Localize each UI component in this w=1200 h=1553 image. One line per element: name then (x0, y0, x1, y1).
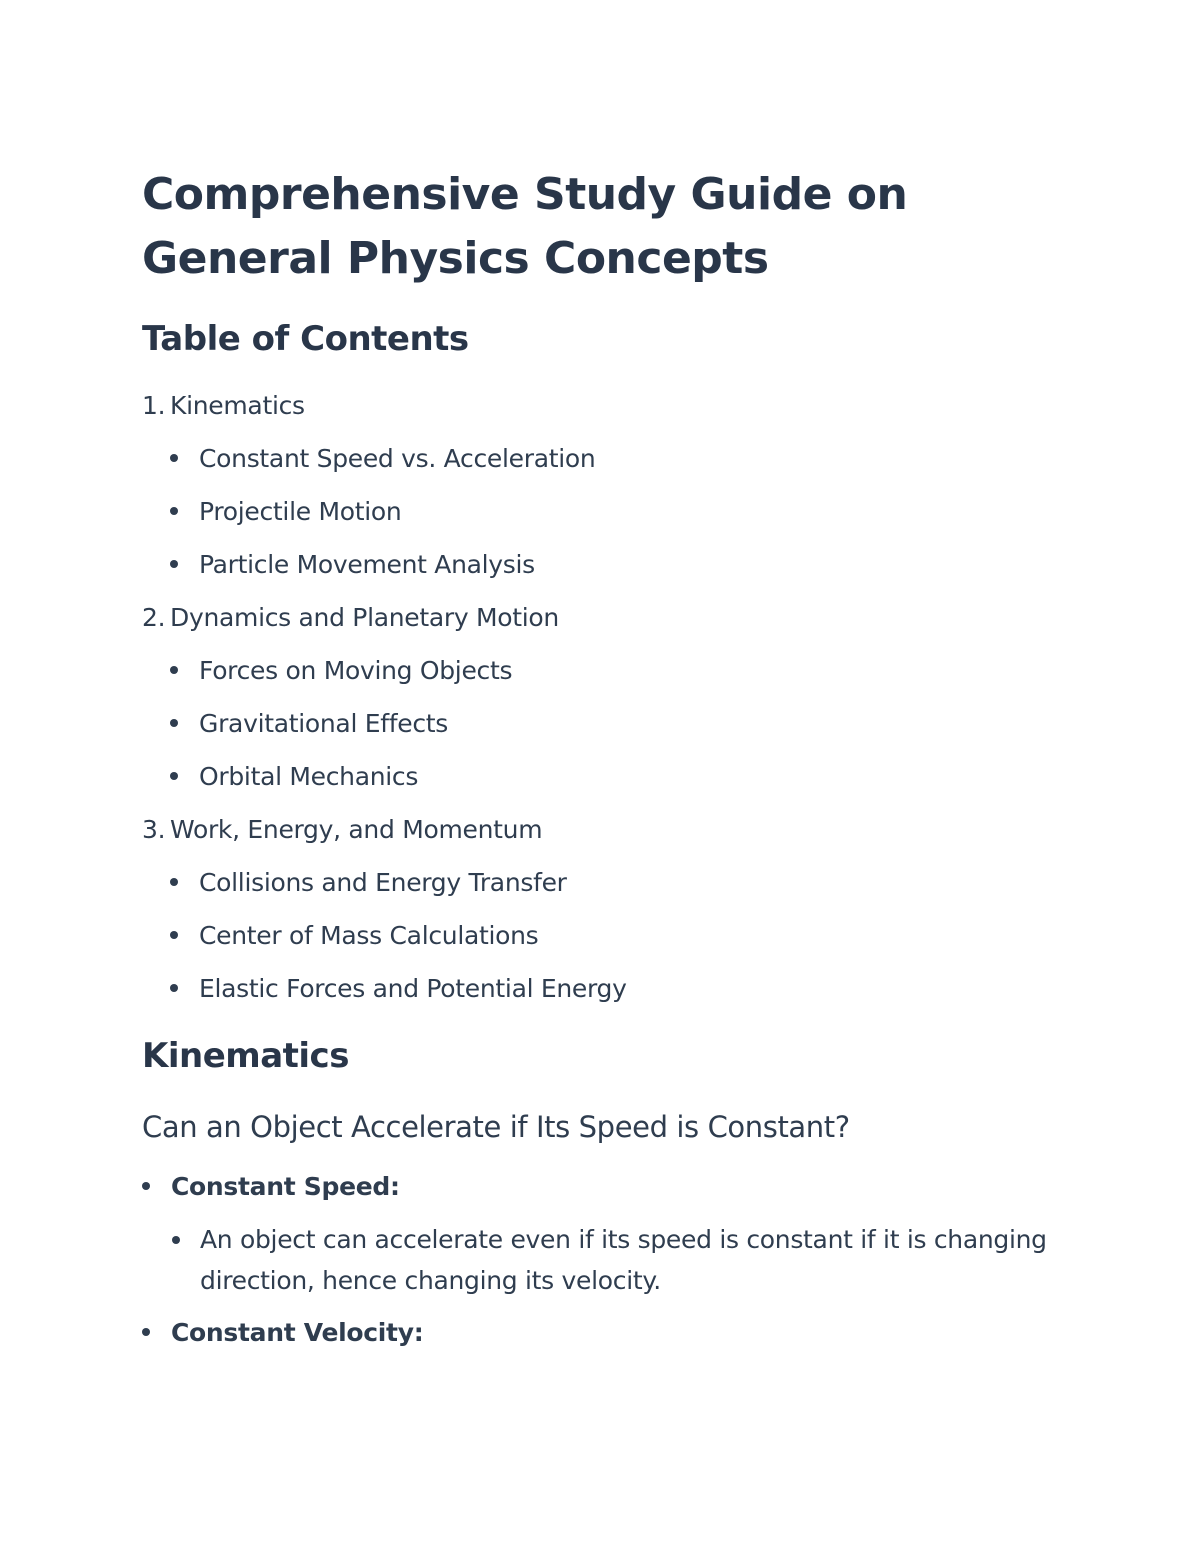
toc-section-row[interactable] (142, 591, 627, 644)
toc-subsection-label: Gravitational Effects (199, 709, 448, 738)
content-point-label: Constant Velocity: (171, 1318, 424, 1347)
toc-subsection-item[interactable] (142, 538, 627, 591)
toc-section-label: Kinematics (170, 391, 305, 420)
toc-section-label: Dynamics and Planetary Motion (170, 603, 559, 632)
bullet-icon (170, 666, 178, 674)
bullet-icon (170, 931, 178, 939)
section-heading: Kinematics (142, 1036, 349, 1076)
bullet-icon (170, 984, 178, 992)
toc-subsection-item[interactable] (142, 697, 627, 750)
toc-section-1 (142, 379, 627, 591)
toc-subsection-list (142, 856, 627, 1015)
bullet-icon (170, 454, 178, 462)
content-point (142, 1307, 1082, 1359)
toc-section-label: Work, Energy, and Momentum (170, 815, 543, 844)
content-point-row (142, 1307, 1082, 1359)
bullet-icon (172, 1236, 180, 1244)
toc-subsection-item[interactable] (142, 750, 627, 803)
toc-subsection-item[interactable] (142, 432, 627, 485)
toc-section-row[interactable] (142, 803, 627, 856)
toc-subsection-label: Collisions and Energy Transfer (199, 868, 567, 897)
question-heading: Can an Object Accelerate if Its Speed is Constant? (142, 1110, 850, 1144)
toc-subsection-label: Orbital Mechanics (199, 762, 419, 791)
toc-subsection-label: Elastic Forces and Potential Energy (199, 974, 627, 1003)
content-list (142, 1161, 1082, 1359)
content-point-detail (142, 1213, 1060, 1307)
toc-section-row[interactable] (142, 379, 627, 432)
toc-section-number: 2. (142, 603, 166, 632)
bullet-icon (170, 560, 178, 568)
toc-subsection-item[interactable] (142, 856, 627, 909)
toc-subsection-list (142, 432, 627, 591)
bullet-icon (170, 772, 178, 780)
toc-subsection-list (142, 644, 627, 803)
content-point (142, 1161, 1082, 1307)
content-point-label: Constant Speed: (171, 1172, 400, 1201)
toc-subsection-item[interactable] (142, 962, 627, 1015)
toc-subsection-label: Projectile Motion (199, 497, 402, 526)
toc-subsection-label: Center of Mass Calculations (199, 921, 539, 950)
document-title: Comprehensive Study Guide on General Physics Concepts (142, 169, 908, 284)
bullet-icon (142, 1328, 150, 1336)
bullet-icon (142, 1182, 150, 1190)
toc-subsection-item[interactable] (142, 644, 627, 697)
toc-section-number: 1. (142, 391, 166, 420)
bullet-icon (170, 507, 178, 515)
toc-section-number: 3. (142, 815, 166, 844)
toc-subsection-item[interactable] (142, 909, 627, 962)
bullet-icon (170, 719, 178, 727)
content-point-detail-text: An object can accelerate even if its speed is constant if it is changing direction, hence changing its velocity. (200, 1225, 1047, 1295)
toc-section-2 (142, 591, 627, 803)
toc-subsection-label: Particle Movement Analysis (199, 550, 535, 579)
toc-subsection-item[interactable] (142, 485, 627, 538)
toc-subsection-label: Forces on Moving Objects (199, 656, 513, 685)
toc-section-3 (142, 803, 627, 1015)
toc-subsection-label: Constant Speed vs. Acceleration (199, 444, 596, 473)
content-point-row (142, 1161, 1082, 1213)
bullet-icon (170, 878, 178, 886)
table-of-contents (142, 379, 627, 1015)
toc-heading: Table of Contents (142, 319, 469, 359)
